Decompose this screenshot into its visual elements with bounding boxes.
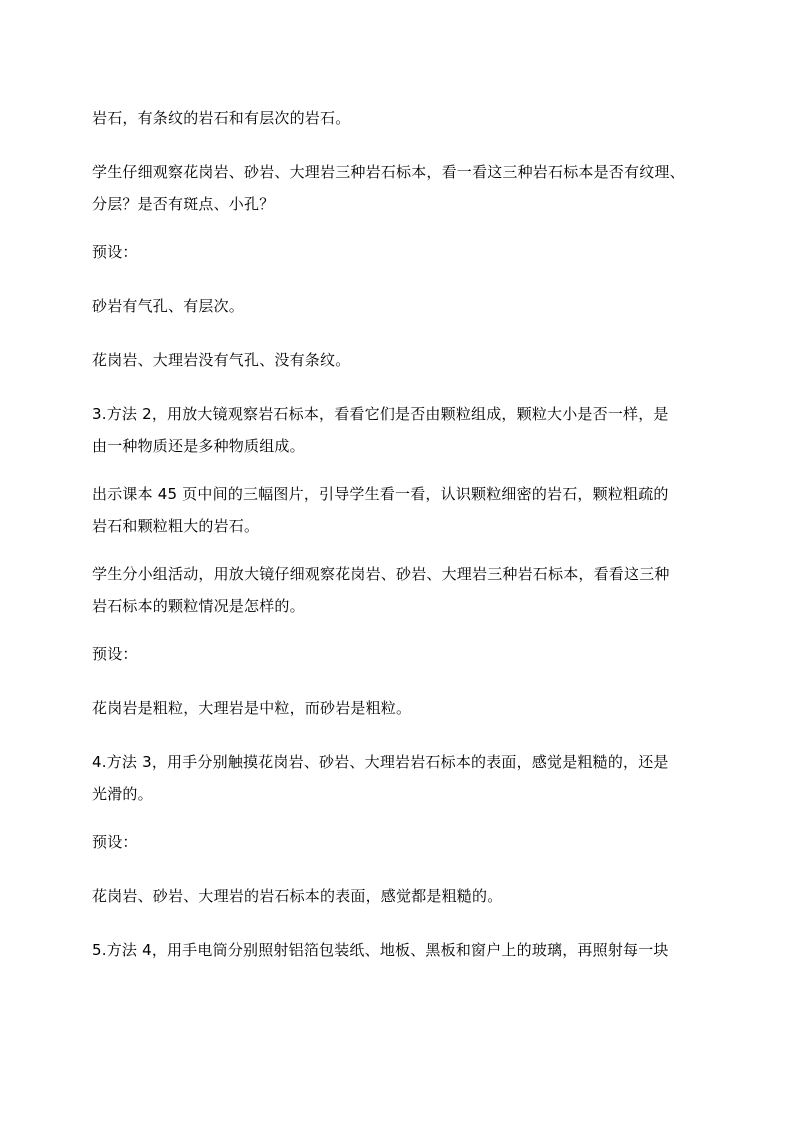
text-line: 岩石，有条纹的岩石和有层次的岩石。 (92, 109, 351, 127)
document-body (92, 102, 704, 988)
text-line: 分层？是否有斑点、小孔？ (92, 195, 275, 213)
text-line: 学生仔细观察花岗岩、砂岩、大理岩三种岩石标本，看一看这三种岩石标本是否有纹理、 (92, 163, 685, 181)
paragraph-observe-texture (92, 156, 704, 220)
paragraph-method-4 (92, 934, 704, 966)
paragraph-textbook-images (92, 478, 704, 542)
text-line: 4.方法 3，用手分别触摸花岗岩、砂岩、大理岩岩石标本的表面，感觉是粗糙的，还是 (92, 753, 669, 771)
paragraph-grain-size-result (92, 692, 704, 724)
paragraph-method-3 (92, 746, 704, 810)
text-line: 花岗岩是粗粒，大理岩是中粒，而砂岩是粗粒。 (92, 699, 412, 717)
paragraph-preset-label (92, 236, 704, 268)
text-line: 出示课本 45 页中间的三幅图片，引导学生看一看，认识颗粒细密的岩石，颗粒粗疏的 (92, 485, 669, 503)
text-line: 5.方法 4，用手电筒分别照射铝箔包装纸、地板、黑板和窗户上的玻璃，再照射每一块 (92, 941, 669, 959)
text-line: 花岗岩、大理岩没有气孔、没有条纹。 (92, 351, 351, 369)
text-line: 岩石和颗粒粗大的岩石。 (92, 517, 260, 535)
text-line: 3.方法 2，用放大镜观察岩石标本，看看它们是否由颗粒组成，颗粒大小是否一样，是 (92, 405, 669, 423)
paragraph-sandstone-observation (92, 290, 704, 322)
paragraph-preset-label (92, 638, 704, 670)
paragraph-rock-types-summary (92, 102, 704, 134)
text-line: 花岗岩、砂岩、大理岩的岩石标本的表面，感觉都是粗糙的。 (92, 887, 503, 905)
text-line: 预设： (92, 243, 138, 261)
paragraph-group-activity (92, 558, 704, 622)
paragraph-preset-label (92, 826, 704, 858)
paragraph-granite-marble-observation (92, 344, 704, 376)
text-line: 由一种物质还是多种物质组成。 (92, 437, 305, 455)
paragraph-method-2 (92, 398, 704, 462)
text-line: 预设： (92, 645, 138, 663)
text-line: 光滑的。 (92, 785, 153, 803)
text-line: 预设： (92, 833, 138, 851)
text-line: 岩石标本的颗粒情况是怎样的。 (92, 597, 305, 615)
text-line: 砂岩有气孔、有层次。 (92, 297, 245, 315)
paragraph-surface-result (92, 880, 704, 912)
text-line: 学生分小组活动，用放大镜仔细观察花岗岩、砂岩、大理岩三种岩石标本，看看这三种 (92, 565, 670, 583)
